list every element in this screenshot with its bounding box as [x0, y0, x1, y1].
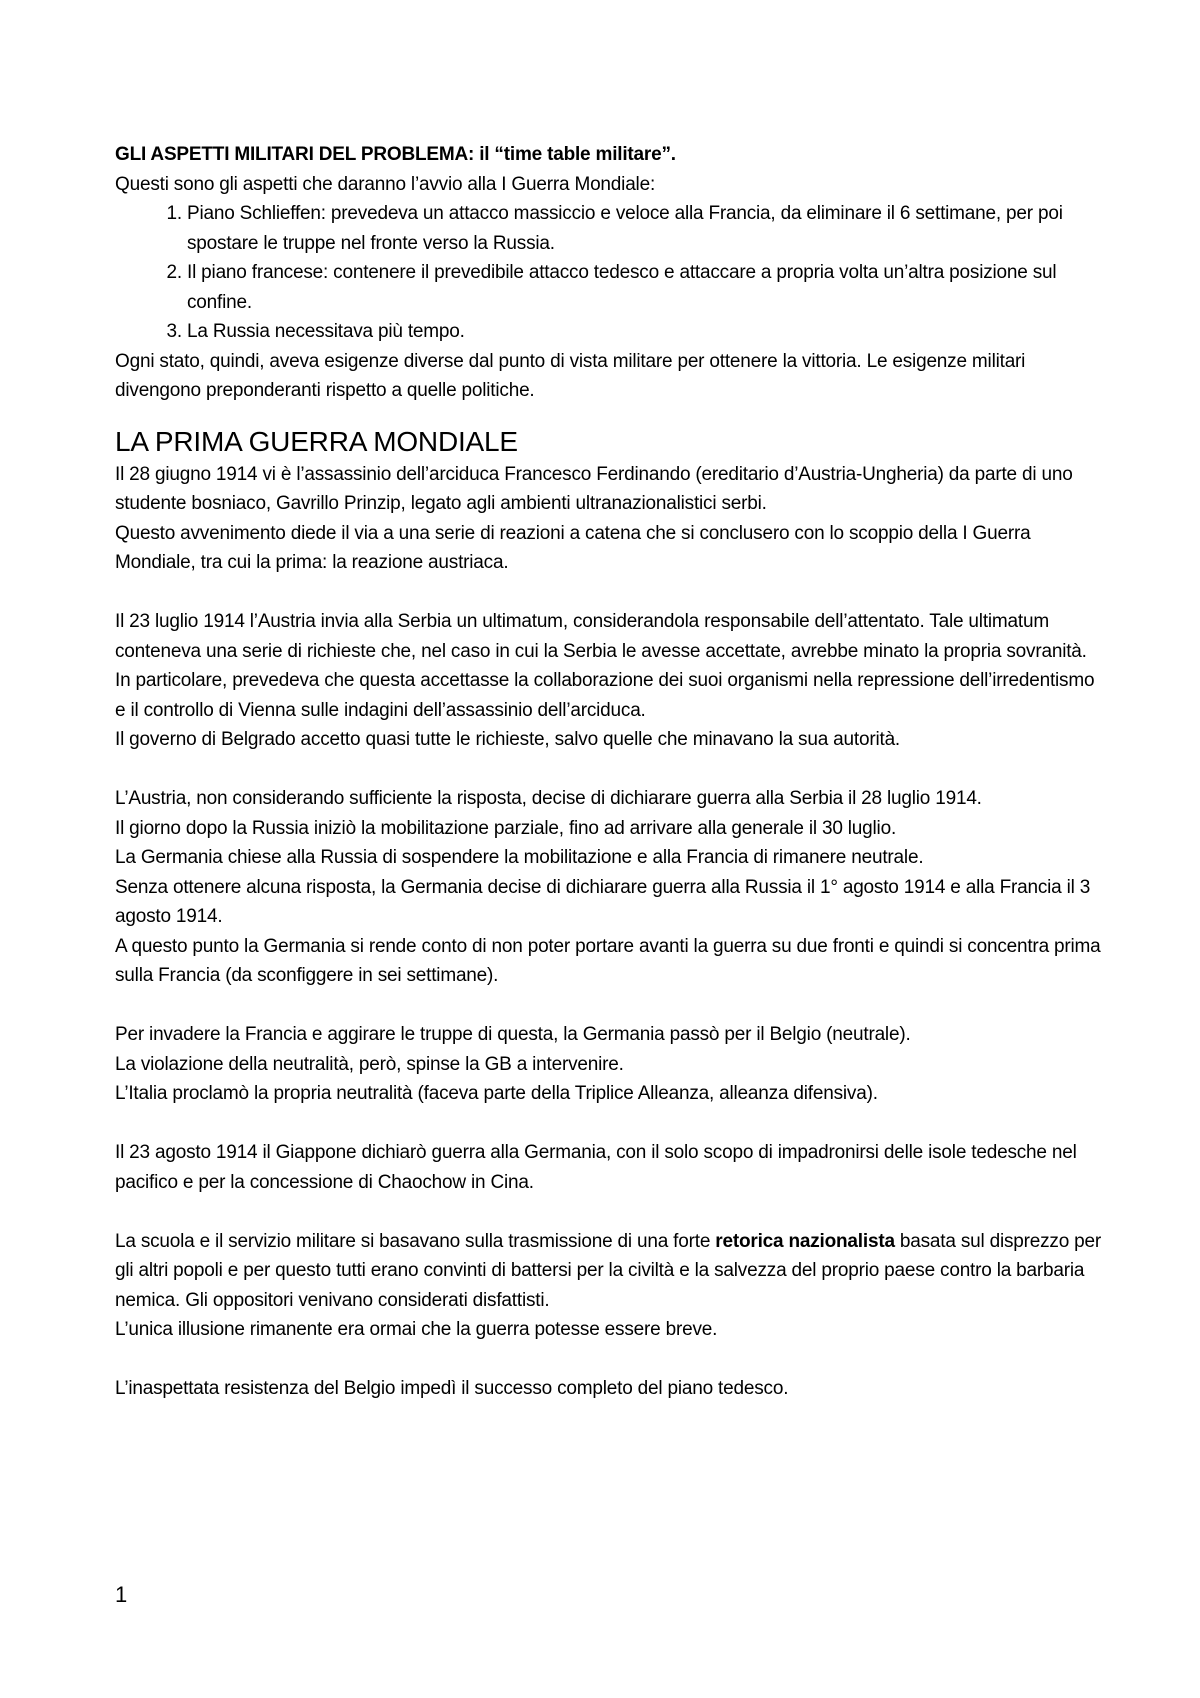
paragraph: A questo punto la Germania si rende conto di non poter portare avanti la guerra su due fronti e quindi si concentra prima sulla Francia (da sconfiggere in sei settimane). [115, 935, 1101, 986]
paragraph-spacer [115, 578, 1105, 608]
page-number: 1 [115, 1582, 128, 1607]
paragraph-rhetoric [115, 1227, 1105, 1316]
paragraph: La Germania chiese alla Russia di sospendere la mobilitazione e alla Francia di rimanere neutrale. [115, 847, 924, 868]
paragraph-spacer [115, 991, 1105, 1021]
paragraph-spacer [115, 1197, 1105, 1227]
list-item: 1. Piano Schlieffen: prevedeva un attacco massiccio e veloce alla Francia, da eliminare il 6 settimane, per poi spostare le truppe nel fronte verso la Russia. [187, 199, 1105, 258]
bold-text: retorica nazionalista [715, 1230, 895, 1252]
intro-conclusion: Ogni stato, quindi, aveva esigenze diverse dal punto di vista militare per ottenere la vittoria. Le esigenze militari divengono preponderanti rispetto a quelle politiche. [115, 350, 1026, 401]
section-title: LA PRIMA GUERRA MONDIALE [115, 425, 518, 457]
paragraph: L’Austria, non considerando sufficiente la risposta, decise di dichiarare guerra alla Serbia il 28 luglio 1914. [115, 788, 982, 809]
paragraph: Senza ottenere alcuna risposta, la Germania decise di dichiarare guerra alla Russia il 1° agosto 1914 e alla Francia il 3 agosto 1914. [115, 876, 1091, 927]
paragraph: Il governo di Belgrado accetto quasi tutte le richieste, salvo quelle che minavano la sua autorità. [115, 729, 901, 750]
paragraph: Il 28 giugno 1914 vi è l’assassinio dell’arciduca Francesco Ferdinando (ereditario d’Austria-Ungheria) da parte di uno studente bosniaco, Gavrillo Prinzip, legato agli ambienti ultranazionalistici serbi. [115, 463, 1073, 514]
list-item: 3. La Russia necessitava più tempo. [187, 317, 1105, 347]
paragraph: L’unica illusione rimanente era ormai che la guerra potesse essere breve. [115, 1319, 718, 1340]
intro-heading: GLI ASPETTI MILITARI DEL PROBLEMA: il “time table militare”. [115, 144, 676, 165]
list-item: 2. Il piano francese: contenere il prevedibile attacco tedesco e attaccare a propria volta un’altra posizione sul confine. [187, 258, 1105, 317]
document-page [115, 140, 1105, 1404]
paragraph: Questo avvenimento diede il via a una serie di reazioni a catena che si conclusero con lo scoppio della I Guerra Mondiale, tra cui la prima: la reazione austriaca. [115, 522, 1031, 573]
paragraph: Il 23 agosto 1914 il Giappone dichiarò guerra alla Germania, con il solo scopo di impadronirsi delle isole tedesche nel pacifico e per la concessione di Chaochow in Cina. [115, 1142, 1077, 1193]
paragraph: Il 23 luglio 1914 l’Austria invia alla Serbia un ultimatum, considerandola responsabile dell’attentato. Tale ultimatum conteneva una serie di richieste che, nel caso in cui la Serbia le avesse accettate, avrebbe minato la propria sovranità. [115, 611, 1087, 662]
paragraph: In particolare, prevedeva che questa accettasse la collaborazione dei suoi organismi nella repressione dell’irredentismo e il controllo di Vienna sulle indagini dell’assassinio dell’arciduca. [115, 670, 1095, 721]
paragraph-spacer [115, 1345, 1105, 1375]
paragraph: L’inaspettata resistenza del Belgio impedì il successo completo del piano tedesco. [115, 1378, 789, 1399]
text-run: basata sul disprezzo per gli altri popoli e per questo tutti erano convinti di battersi per la civiltà e la salvezza del proprio paese contro la barbaria nemica. Gli oppositori venivano considerati disfattisti. [115, 1230, 1102, 1311]
military-plans-list [115, 199, 1105, 347]
paragraph-spacer [115, 1109, 1105, 1139]
paragraph: Per invadere la Francia e aggirare le truppe di questa, la Germania passò per il Belgio (neutrale). [115, 1024, 911, 1045]
text-run: La scuola e il servizio militare si basavano sulla trasmissione di una forte [115, 1230, 716, 1252]
paragraph-spacer [115, 755, 1105, 785]
paragraph: L’Italia proclamò la propria neutralità (faceva parte della Triplice Alleanza, alleanza difensiva). [115, 1083, 878, 1104]
intro-lead: Questi sono gli aspetti che daranno l’avvio alla I Guerra Mondiale: [115, 173, 656, 195]
paragraph: Il giorno dopo la Russia iniziò la mobilitazione parziale, fino ad arrivare alla generale il 30 luglio. [115, 817, 897, 839]
paragraph: La violazione della neutralità, però, spinse la GB a intervenire. [115, 1053, 624, 1075]
